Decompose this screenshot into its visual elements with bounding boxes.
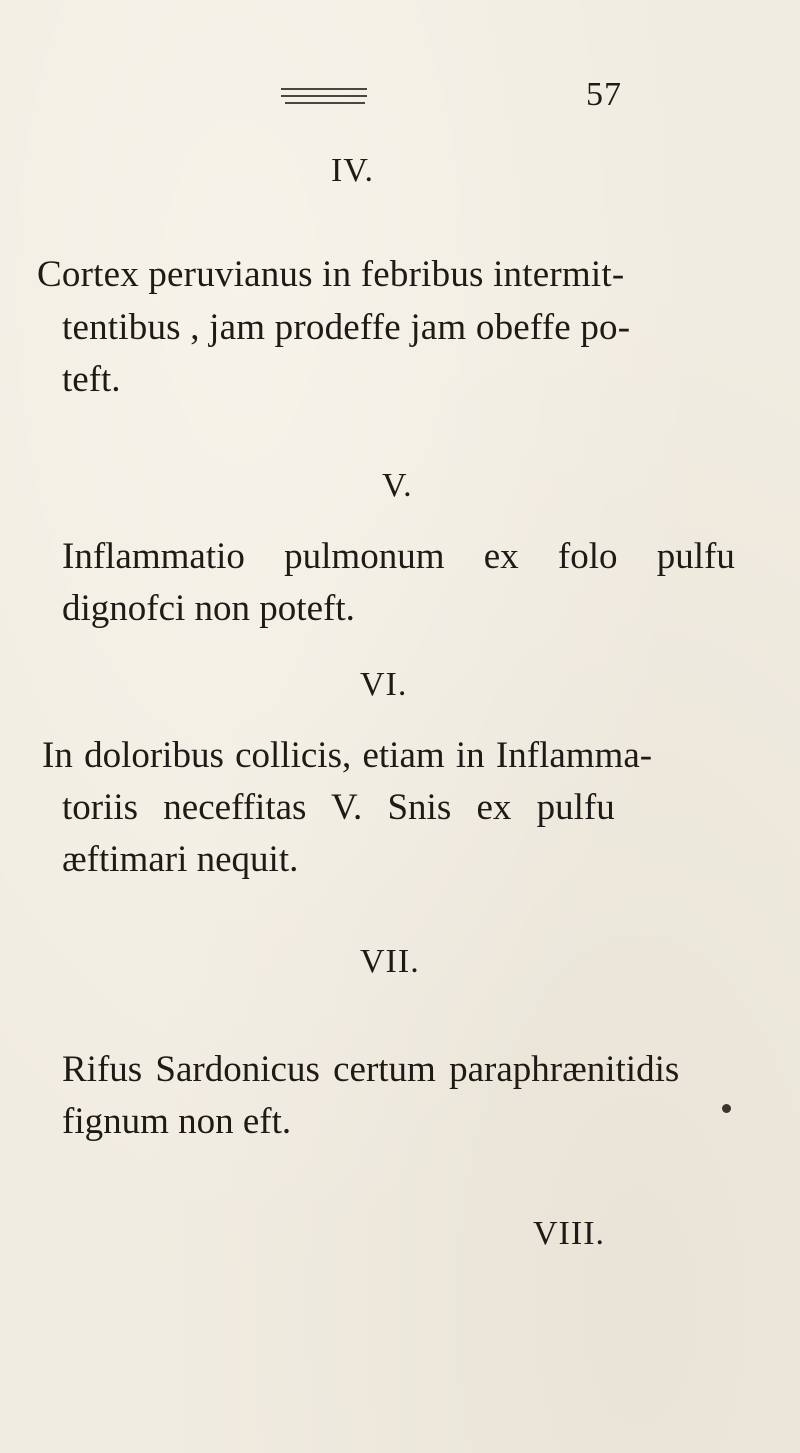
- section-text-line: toriis neceffitas V. Snis ex pulfu: [62, 787, 615, 828]
- section-heading: V.: [382, 467, 413, 504]
- section-heading: VIII.: [533, 1215, 606, 1252]
- section-text-line: dignofci non poteft.: [62, 588, 355, 629]
- header-rule: [281, 88, 367, 90]
- section-heading: IV.: [331, 152, 374, 189]
- section-text-line: In doloribus collicis, etiam in Inflamma-: [42, 735, 653, 776]
- margin-ink-mark: [722, 1104, 731, 1113]
- section-text-line: Inflammatio pulmonum ex folo pulfu: [62, 536, 735, 577]
- section-text-line: Cortex peruvianus in febribus intermit-: [37, 254, 625, 295]
- page-number: 57: [586, 76, 622, 113]
- section-heading: VII.: [360, 943, 420, 980]
- section-text-line: æftimari nequit.: [62, 839, 299, 880]
- section-text-line: teft.: [62, 359, 121, 400]
- header-rule: [281, 95, 367, 97]
- section-heading: VI.: [360, 666, 408, 703]
- section-text-line: fignum non eft.: [62, 1101, 292, 1142]
- section-text-line: tentibus , jam prodeffe jam obeffe po-: [62, 307, 631, 348]
- section-text-line: Rifus Sardonicus certum paraphrænitidis: [62, 1049, 680, 1090]
- header-rule: [285, 102, 365, 104]
